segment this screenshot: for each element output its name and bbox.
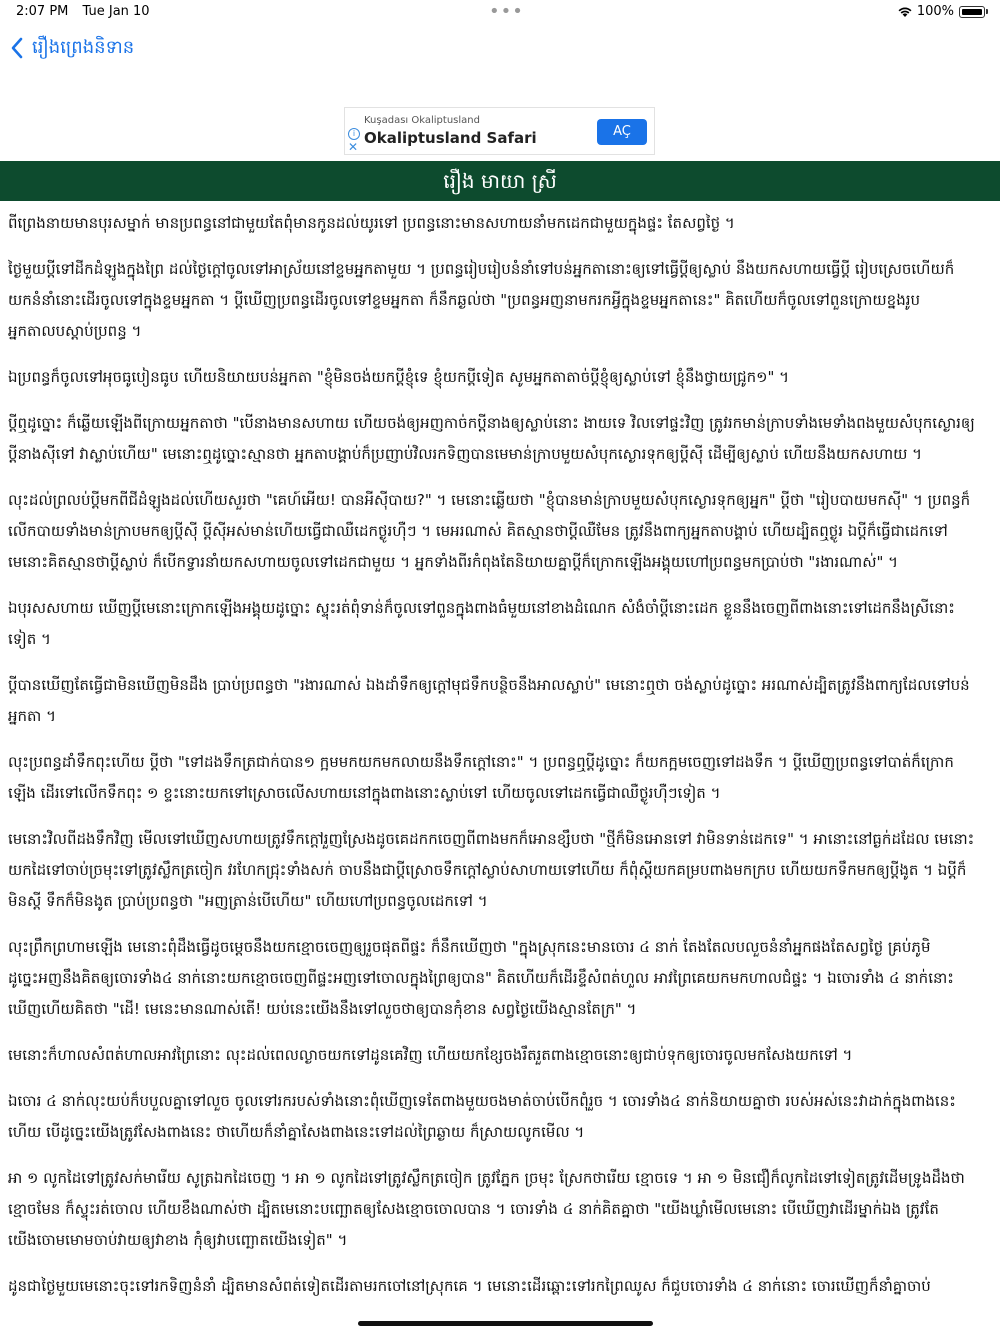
story-paragraph: ពីព្រេងនាយមានបុរសម្នាក់ មានប្រពន្ធនៅជាមួយតែពុំមានកូនដល់យូរទៅ ប្រពន្ធនោះមានសហាយនាំមកដេកជាមួយក្នុងផ្ទះ តែសព្វថ្ងៃ ។ bbox=[8, 214, 735, 232]
wifi-icon bbox=[898, 6, 912, 17]
battery-percent: 100% bbox=[916, 4, 954, 19]
story-paragraph: លុះដល់ព្រលប់ប្ដីមកពីជីដំឡូងដល់ហើយសួរថា "គេហ៍អើយ! បានអីស៊ីបាយ?" ។ មេនោះឆ្លើយថា "ខ្ញុំបានមាន់ក្រាបមួយសំបុកស្ងោរទុកឲ្យអ្នក" ប្ដីថា "រៀបបាយមកស៊ី" ។ ប្រពន្ធក៏លើកបាយទាំងមាន់ក្រាបមកឲ្យប្ដីស៊ី ប្ដីស៊ីអស់មាន់ហើយធ្វើជាឈឺដេកថ្ងូរហ៊ឺៗ ។ មេអរណាស់ គិតស្មានថាប្ដីឈឺមែន ត្រូវនឹងពាក្យអ្នកតាបង្គាប់ ហើយដ្បិតឮថ្ងូរ ឯប្ដីក៏ធ្វើជាដេកទៅ មេនោះគិតស្មានថាប្ដីស្លាប់ ក៏បើកទ្វារនាំយកសហាយចូលទៅដេកជាមួយ ។ អ្នកទាំងពីរកំពុងតែនិយាយគ្នាប្ដីក៏ក្រោកឡើងអង្គុយហៅប្រពន្ធមកប្រាប់ថា "រងារណាស់" ។ bbox=[8, 491, 971, 571]
status-date: Tue Jan 10 bbox=[82, 4, 150, 19]
status-bar bbox=[0, 0, 1000, 24]
status-left bbox=[16, 4, 160, 19]
story-paragraph: ឯបុរសសហាយ ឃើញប្ដីមេនោះក្រោកឡើងអង្គុយដូច្នោះ ស្ទុះរត់ពុំទាន់ក៏ចូលទៅពួនក្នុងពាងធំមួយនៅខាងដំណេក សំងំចាំប្ដីនោះដេក ខ្លួននឹងចេញពីពាងនោះទៅដេកនឹងស្រីនោះទៀត ។ bbox=[8, 599, 955, 648]
story-content[interactable] bbox=[8, 208, 976, 1334]
ad-subtitle: Kuşadası Okaliptusland bbox=[364, 115, 480, 126]
back-button[interactable] bbox=[10, 34, 134, 62]
ad-close-icon[interactable]: ✕ bbox=[348, 140, 359, 154]
story-paragraph: អា ១ លូកដៃទៅត្រូវសក់មារើយ សូត្រឯកដៃចេញ ។ អា ១ លូកដៃទៅត្រូវស្លឹកត្រចៀក ត្រូវភ្នែក ច្រមុះ ស្រែកថារើយ ខ្មោចទេ ។ អា ១ មិនជឿក៏លូកដៃទៅទៀតត្រូវដើមទ្រូងដឹងថាខ្មោចមែន ក៏ស្ទុះរត់ចោល ហើយខឹងណាស់ថា ដ្បិតមេនោះបញ្ឆោតឲ្យសែងខ្មោចចោលបាន ។ ចោរទាំង ៤ នាក់គិតគ្នាថា "យើងឃ្លាំមើលមេនោះ បើឃើញវាដើរម្នាក់ឯង ត្រូវតែយើងចោមមោមចាប់វាយឲ្យវាខាង កុំឲ្យវាបញ្ឆោតយើងទៀត" ។ bbox=[8, 1169, 965, 1249]
chevron-left-icon bbox=[10, 37, 24, 59]
story-title: រឿង មាយា ស្រី bbox=[443, 169, 557, 193]
story-paragraph: ថ្ងៃមួយប្ដីទៅដីកដំឡូងក្នុងព្រៃ ដល់ថ្ងៃក្ដៅចូលទៅអាស្រ័យនៅខ្ទមអ្នកតាមួយ ។ ប្រពន្ធរៀបរៀបនំនាំទៅបន់អ្នកតានោះឲ្យទៅធ្វើប្ដីឲ្យស្លាប់ នឹងយកសហាយធ្វើប្ដី រៀបស្រេចហើយក៏យកនំនាំនោះដើរចូលទៅក្នុងខ្ទមអ្នកតា ។ ប្ដីឃើញប្រពន្ធដើរចូលទៅខ្ទមអ្នកតា ក៏នឹកឆ្ងល់ថា "ប្រពន្ធអញនាមករកអ្វីក្នុងខ្ទមអ្នកតានេះ" គិតហើយក៏ចូលទៅពួនក្រោយខ្នងរូបអ្នកតាលបស្ដាប់ប្រពន្ធ ។ bbox=[8, 260, 955, 340]
story-paragraph: មេនោះក៏ហាលសំពត់ហាលអាវព្រៃនោះ លុះដល់ពេលល្ងាចយកទៅដូនគេវិញ ហើយយកខ្សែចងរឹតរួតពាងខ្មោចនោះឲ្យជាប់ទុកឲ្យចោរចូលមកសែងយកទៅ ។ bbox=[8, 1046, 853, 1064]
story-paragraph: លុះប្រពន្ធដាំទឹកពុះហើយ ប្ដីថា "ទៅដងទឹកត្រជាក់បាន១ ក្អមមកយកមកលាយនឹងទឹកក្ដៅនោះ" ។ ប្រពន្ធឮប្ដីដូច្នោះ ក៏យកក្អមចេញទៅដងទឹក ។ ប្ដីឃើញប្រពន្ធទៅបាត់ក៏ក្រោកឡើង ដើរទៅលើកទឹកពុះ ១ ខ្ទះនោះយកទៅស្រោចលើសហាយនៅក្នុងពាងនោះស្លាប់ទៅ ហើយចូលទៅដេកធ្វើជាឈឺថ្ងូរហ៊ឺៗទៀត ។ bbox=[8, 753, 954, 802]
story-paragraph: ឯប្រពន្ធក៏ចូលទៅអុចធូបៀនធូប ហើយនិយាយបន់អ្នកតា "ខ្ញុំមិនចង់យកប្ដីខ្ញុំទេ ខ្ញុំយកប្ដីទៀត សូមអ្នកតាតាច់ប្ដីខ្ញុំឲ្យស្លាប់ទៅ ខ្ញុំនឹងថ្វាយជ្រូក១" ។ bbox=[8, 368, 790, 386]
status-time: 2:07 PM bbox=[16, 4, 69, 19]
story-paragraph: ឯចោរ ៤ នាក់លុះយប់ក៏បបួលគ្នាទៅលួច ចូលទៅរករបស់ទាំងនោះពុំឃើញទេតែពាងមួយចងមាត់ចាប់បើកពុំរួច ។ ចោរទាំង៤ នាក់និយាយគ្នាថា របស់អស់នេះវាដាក់ក្នុងពាងនេះហើយ បើដូច្នេះយើងត្រូវសែងពាងនេះ ថាហើយក៏នាំគ្នាសែងពាងនេះទៅដល់ព្រៃឆ្ងាយ ក៏ស្រាយលូកមើល ។ bbox=[8, 1092, 956, 1141]
status-right bbox=[898, 4, 988, 19]
story-title-bar bbox=[0, 161, 1000, 201]
story-paragraph: ប្ដីឮដូច្នោះ ក៏ឆ្លើយឡើងពីក្រោយអ្នកតាថា "បើនាងមានសហាយ ហើយចង់ឲ្យអញកាច់កប្ដីនាងឲ្យស្លាប់នោះ ងាយទេ វិលទៅផ្ទះវិញ ត្រូវរកមាន់ក្រាបទាំងមេទាំងពងមួយសំបុកស្ងោរឲ្យប្ដីនាងស៊ីទៅ វាស្លាប់ហើយ" មេនោះឮដូច្នោះស្មានថា អ្នកតាបង្គាប់ក៏ប្រញាប់វិលរកទិញបានមេមាន់ក្រាបមួយសំបុកស្ងោរទុកឲ្យប្ដីស៊ី ដើម្បីឲ្យស្លាប់ ហើយនឹងយកសហាយ ។ bbox=[8, 414, 975, 463]
ad-title: Okaliptusland Safari bbox=[364, 129, 537, 147]
battery-icon bbox=[959, 6, 985, 18]
battery-tip bbox=[986, 9, 988, 14]
story-paragraph: លុះព្រឹកព្រហាមឡើង មេនោះពុំដឹងធ្វើដូចម្ដេចនឹងយកខ្មោចចេញឲ្យរួចផុតពីផ្ទះ ក៏នឹកឃើញថា "ក្នុងស្រុកនេះមានចោរ ៤ នាក់ តែងតែលបលួចនំនាំអ្នកផងតែសព្វថ្ងៃ គ្រប់ភូមិដូច្នេះអញនឹងគិតឲ្យចោរទាំង៤ នាក់នោះយកខ្មោចចេញពីផ្ទះអញទៅចោលក្នុងព្រៃឲ្យបាន" គិតហើយក៏ដើរខ្ទឹសំពត់ហួល អាវព្រៃគេយកមកហាលជំផ្ទះ ។ ឯចោរទាំង ៤ នាក់នោះឃើញហើយគិតថា "ដើ! មេនេះមានណាស់តើ! យប់នេះយើងនឹងទៅលួចថាឲ្យបានកុំខាន សព្វថ្ងៃយើងស្មានតែក្រ" ។ bbox=[8, 938, 954, 1018]
story-paragraph: ប្ដីបានឃើញតែធ្វើជាមិនឃើញមិនដឹង ប្រាប់ប្រពន្ធថា "រងារណាស់ ឯងដាំទឹកឲ្យក្ដៅមុជទឹកបន្ថិចនឹងអាលស្លាប់" មេនោះឮថា ចង់ស្លាប់ដូច្នោះ អរណាស់ដ្បិតត្រូវនឹងពាក្យដែលទៅបន់អ្នកតា ។ bbox=[8, 676, 970, 725]
ad-banner[interactable] bbox=[344, 107, 655, 155]
ad-info-icon[interactable]: i bbox=[348, 128, 360, 140]
back-label: រឿងព្រេងនិទាន bbox=[32, 36, 135, 58]
ad-open-button[interactable]: AÇ bbox=[597, 119, 647, 145]
home-indicator[interactable] bbox=[358, 1321, 653, 1326]
multitasking-dots-icon[interactable]: ••• bbox=[489, 1, 524, 22]
story-paragraph: មេនោះវិលពីដងទឹកវិញ មើលទៅឃើញសហាយត្រូវទឹកក្ដៅរួញស្រែងដូចគេដកកចេញពីពាងមកក៏អោនខ្សឹបថា "ថ្មីក៏មិនអោនទៅ វាមិនទាន់ដេកទេ" ។ អានោះនៅធ្ងក់ដដែល មេនោះយកដៃទៅចាប់ច្រមុះទៅត្រូវស្លឹកត្រចៀក វរហែកជ្រុះទាំងសក់ ចាបនឹងជាប្ដីស្រោចទឹកក្ដៅស្លាប់សាហាយទៅហើយ ក៏ពុំស្ដីយកគម្របពាងមកក្រប ហើយយកទឹកមកឲ្យប្ដីងូត ។ ឯប្ដីក៏មិនស្ដី ទឹកក៏មិនងូត ប្រាប់ប្រពន្ធថា "អញត្រាន់បើហើយ" ហើយហៅប្រពន្ធចូលដេកទៅ ។ bbox=[8, 830, 975, 910]
story-paragraph: ដូនជាថ្ងៃមួយមេនោះចុះទៅរកទិញនំនាំ ដ្បិតមានសំពត់ទៀតដើរតាមរកចៅនៅស្រុកគេ ។ មេនោះដើរឆ្ពោះទៅរកព្រៃឈូស ក៏ជួបចោរទាំង ៤ នាក់នោះ ចោរឃើញក៏នាំគ្នាចាប់ bbox=[8, 1277, 931, 1295]
